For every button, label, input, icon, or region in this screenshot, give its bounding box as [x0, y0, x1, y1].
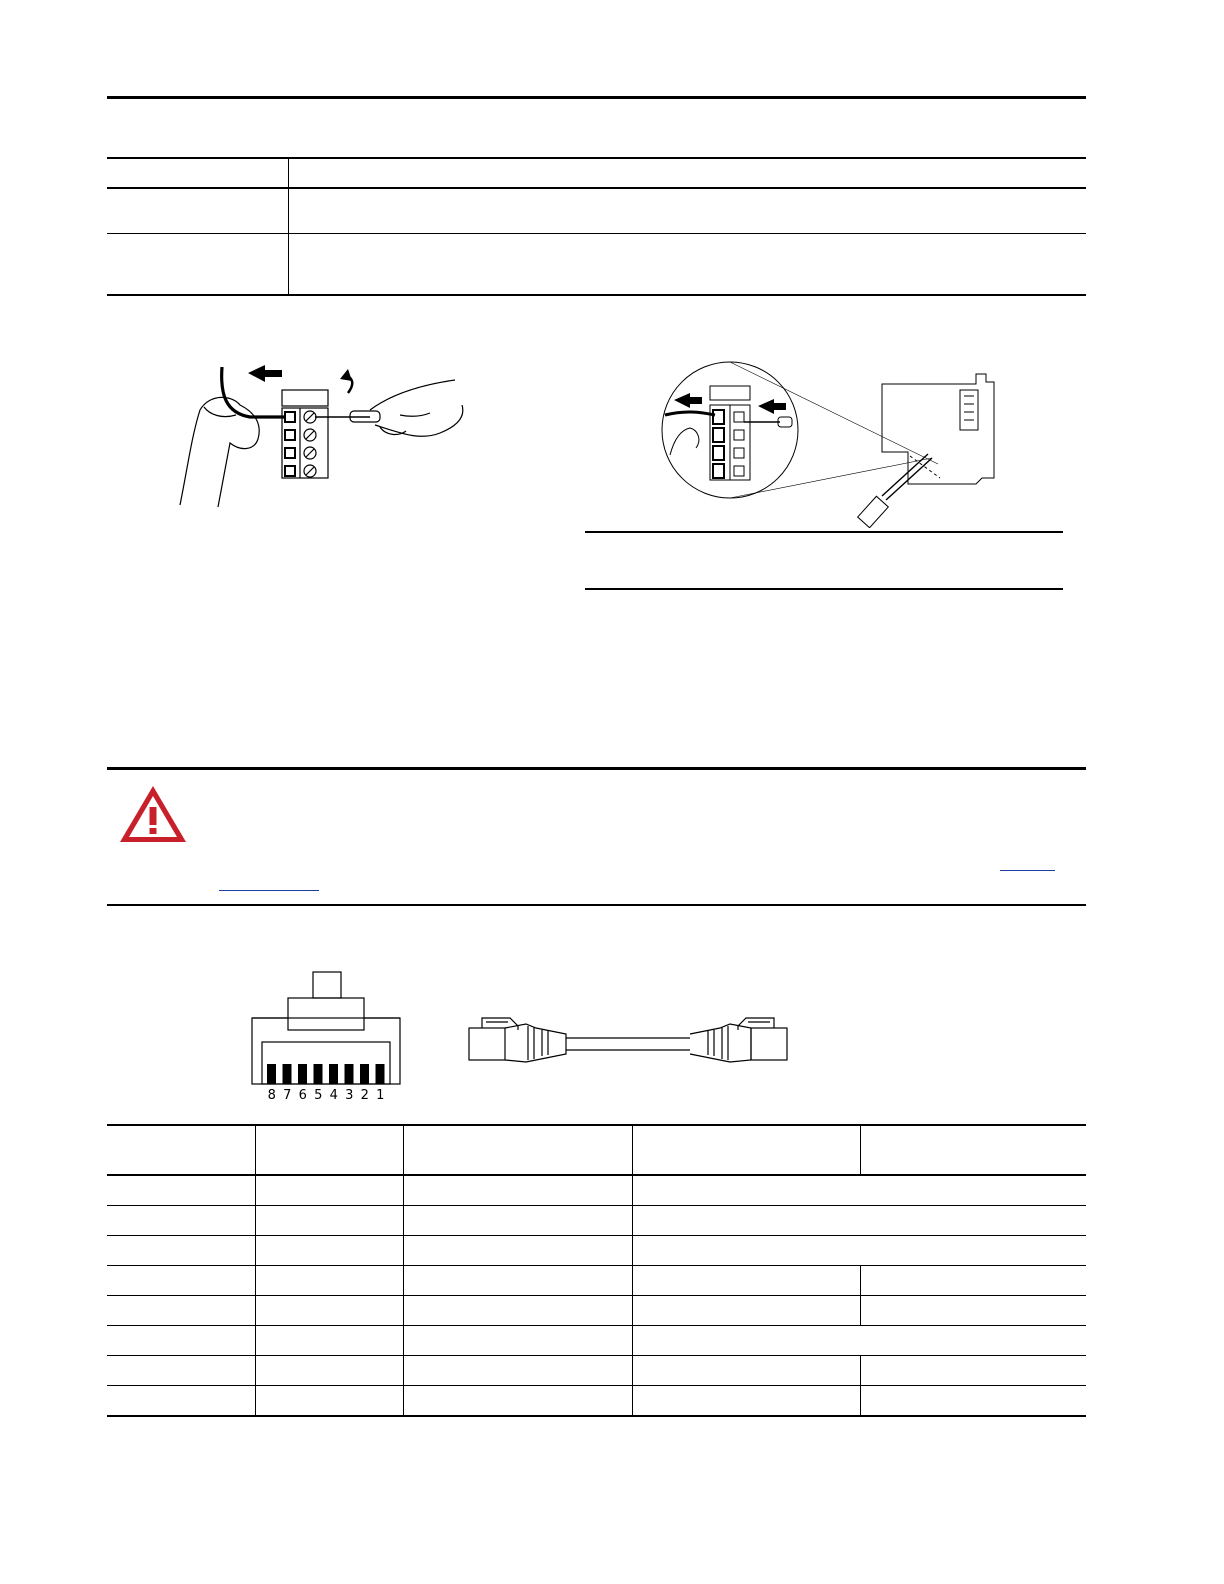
pin-number: 4 [329, 1088, 338, 1103]
table-cell [107, 1175, 255, 1206]
table-cell [632, 1326, 1086, 1356]
pinout-table [107, 1126, 1086, 1417]
pin-number: 5 [314, 1088, 323, 1103]
table-cell [403, 1356, 632, 1386]
module-wiring-figure [660, 360, 1005, 528]
terminal-wiring-figure [170, 355, 470, 515]
table-cell [255, 1175, 403, 1206]
table-cell [255, 1236, 403, 1266]
warning-bottom-rule [107, 904, 1086, 906]
table-cell [403, 1206, 632, 1236]
top-rule [107, 96, 1086, 99]
header-cell [632, 1126, 860, 1175]
header-cell [860, 1126, 1086, 1175]
warning-triangle-icon [117, 783, 189, 845]
table-cell [255, 1326, 403, 1356]
header-cell [403, 1126, 632, 1175]
table-cell [632, 1175, 1086, 1206]
pin-number: 7 [283, 1088, 292, 1103]
table-cell [632, 1356, 860, 1386]
table-cell [632, 1296, 860, 1326]
table1-column-divider [288, 158, 289, 295]
note-bottom-rule [585, 588, 1063, 590]
table-cell [403, 1175, 632, 1206]
warning-link-underline-1[interactable] [1000, 870, 1055, 871]
table-cell [403, 1326, 632, 1356]
table-cell [107, 1266, 255, 1296]
pin-number: 6 [298, 1088, 307, 1103]
table-cell [403, 1236, 632, 1266]
table-cell [107, 1206, 255, 1236]
table-cell [107, 1236, 255, 1266]
table-header-row [107, 1126, 1086, 1175]
table-cell [255, 1386, 403, 1417]
table-row [107, 1236, 1086, 1266]
table-cell [403, 1266, 632, 1296]
table-cell [632, 1386, 860, 1417]
table-cell [255, 1296, 403, 1326]
table1-top-border [107, 157, 1086, 159]
warning-link-underline-2[interactable] [219, 890, 319, 891]
table-cell [255, 1356, 403, 1386]
table-cell [107, 1296, 255, 1326]
table-cell [107, 1386, 255, 1417]
table-row [107, 1386, 1086, 1417]
table-cell [403, 1296, 632, 1326]
pin-number: 8 [267, 1088, 276, 1103]
table-row [107, 1206, 1086, 1236]
table-cell [860, 1266, 1086, 1296]
table-cell [632, 1266, 860, 1296]
table-row [107, 1356, 1086, 1386]
table1-row-divider [107, 233, 1086, 234]
table-cell [255, 1206, 403, 1236]
table-cell [860, 1386, 1086, 1417]
table-cell [632, 1236, 1086, 1266]
table-row [107, 1175, 1086, 1206]
table-row [107, 1296, 1086, 1326]
table-cell [860, 1356, 1086, 1386]
table1-header-border [107, 187, 1086, 189]
table-row [107, 1326, 1086, 1356]
table-cell [255, 1266, 403, 1296]
table1-bottom-border [107, 294, 1086, 296]
header-cell [255, 1126, 403, 1175]
pin-number: 2 [360, 1088, 369, 1103]
table-cell [107, 1356, 255, 1386]
table-cell [403, 1386, 632, 1417]
table-cell [632, 1206, 1086, 1236]
pin-number: 1 [376, 1088, 385, 1103]
rj45-plug-figure [248, 970, 404, 1086]
header-cell [107, 1126, 255, 1175]
table-cell [107, 1326, 255, 1356]
table-cell [860, 1296, 1086, 1326]
note-top-rule [585, 531, 1063, 533]
pin-number: 3 [345, 1088, 354, 1103]
warning-top-rule [107, 767, 1086, 770]
table-row [107, 1266, 1086, 1296]
ethernet-cable-figure [466, 1010, 790, 1066]
rj45-pin-numbers [264, 1088, 388, 1103]
